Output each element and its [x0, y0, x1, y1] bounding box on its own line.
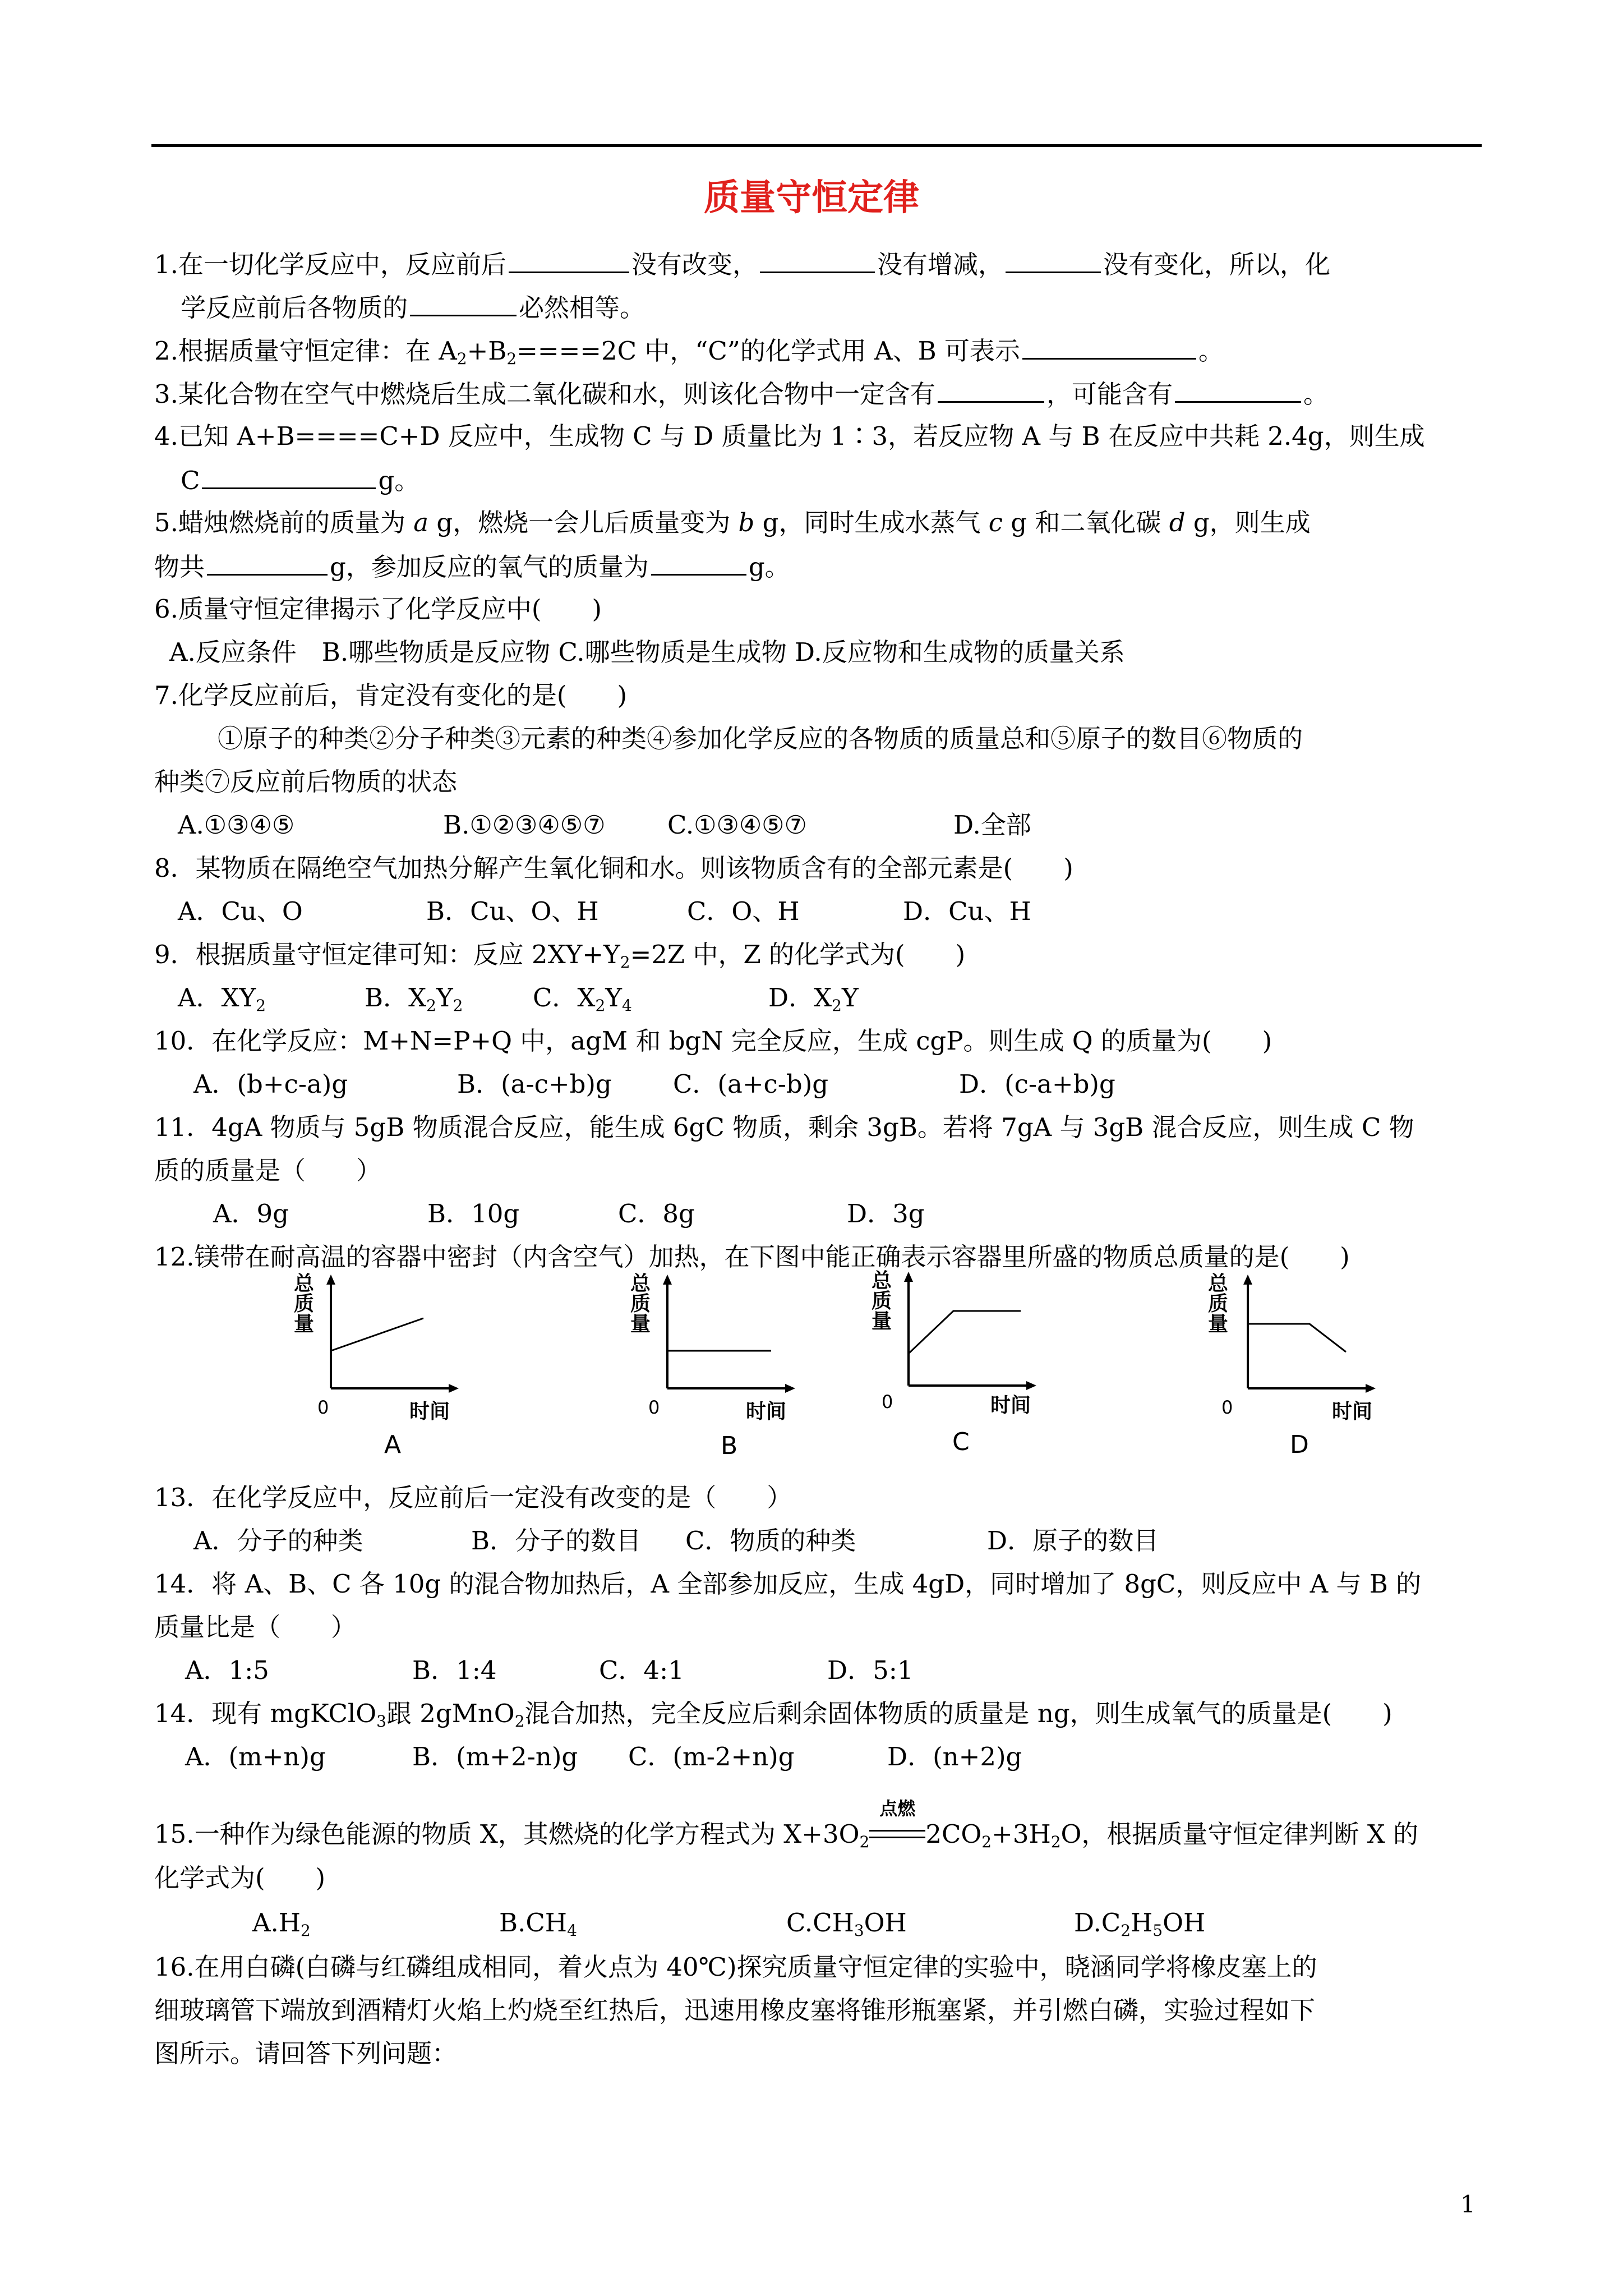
q1-text-e: 学反应前后各物质的: [181, 293, 408, 323]
q1-text-a: 1.在一切化学反应中，反应前后: [154, 250, 506, 279]
q5-var-b: b: [738, 508, 755, 537]
q15-line2: 化学式为( ): [154, 1863, 326, 1893]
q14a-line1: 14．将 A、B、C 各 10g 的混合物加热后，A 全部参加反应，生成 4gD，同时增加了 8gC，则反应中 A 与 B 的: [154, 1569, 1422, 1599]
q15-text-c: +3H: [992, 1819, 1051, 1849]
q15-text-b: 2CO: [925, 1819, 982, 1849]
graph-b-ylabel-1: 总: [630, 1272, 651, 1295]
q15-opt-c-sub: 3: [854, 1921, 864, 1940]
q7-stem: 7.化学反应前后，肯定没有变化的是( ): [154, 680, 628, 710]
q5-var-a: a: [413, 508, 429, 537]
q16-line1: 16.在用白磷(白磷与红磷组成相同，着火点为 40℃)探究质量守恒定律的实验中，晓涵同学将橡皮塞上的: [154, 1952, 1317, 1982]
q13-option-b[interactable]: B．分子的数目: [471, 1526, 642, 1556]
q5-text-f: 物共: [154, 552, 205, 582]
q1-blank-4[interactable]: [410, 290, 517, 316]
q1-blank-2[interactable]: [760, 247, 875, 273]
q2-sub-2: 2: [506, 349, 517, 368]
q15-text-a: 15.一种作为绿色能源的物质 X，其燃烧的化学方程式为 X+3O: [154, 1819, 860, 1849]
q9-option-a[interactable]: [178, 981, 266, 1015]
q14a-option-c[interactable]: C．4:1: [599, 1655, 684, 1685]
q15-text-d: O，根据质量守恒定律判断 X 的: [1061, 1819, 1419, 1849]
q7-list-line1: ①原子的种类②分子种类③元素的种类④参加化学反应的各物质的质量总和⑤原子的数目⑥物质的: [218, 724, 1303, 753]
q14b-sub-1: 3: [376, 1712, 386, 1731]
graph-c-y-arrow: [904, 1272, 913, 1282]
q2-text-d: 。: [1198, 336, 1224, 366]
q8-option-a[interactable]: A．Cu、O: [178, 896, 303, 926]
graph-c-origin: 0: [882, 1391, 893, 1412]
q13-option-a[interactable]: A．分子的种类: [193, 1526, 363, 1556]
graph-c-ylabel-1: 总: [872, 1269, 892, 1292]
q14b-sub-2: 2: [514, 1712, 525, 1731]
graph-c-x-arrow: [1026, 1381, 1036, 1390]
q8-option-c[interactable]: C．O、H: [687, 896, 800, 926]
graph-d-xlabel: 时间: [1332, 1400, 1373, 1423]
q7-option-c[interactable]: C.①③④⑤⑦: [667, 810, 807, 840]
q4-text-b: C: [181, 466, 200, 495]
q15-opt-d-text1: D.C: [1074, 1908, 1121, 1938]
q10-option-c[interactable]: C．(a+c-b)g: [673, 1069, 829, 1099]
q1-blank-1[interactable]: [509, 247, 629, 273]
q5-text-g: g，参加反应的氧气的质量为: [330, 552, 649, 582]
q10-option-b[interactable]: B．(a-c+b)g: [457, 1069, 612, 1099]
q5-text-a: 5.蜡烛燃烧前的质量为: [154, 508, 405, 537]
graph-b-y-arrow: [663, 1274, 672, 1285]
graph-a-ylabel-3: 量: [294, 1313, 315, 1336]
q9-opt-b-text2: Y: [436, 983, 453, 1013]
q15-opt-c-text2: OH: [864, 1908, 907, 1938]
q9-sub: 2: [620, 953, 630, 972]
q15-line1: [154, 1798, 1419, 1851]
q12-stem: 12.镁带在耐高温的容器中密封（内含空气）加热，在下图中能正确表示容器里所盛的物质总质量的是( ): [154, 1242, 1350, 1272]
q14a-option-a[interactable]: A．1:5: [185, 1655, 269, 1685]
graph-d-ylabel-1: 总: [1208, 1272, 1229, 1295]
q11-option-c[interactable]: C．8g: [618, 1199, 695, 1228]
q15-opt-a-text: A.H: [252, 1908, 301, 1938]
graph-d-x-arrow: [1366, 1384, 1376, 1393]
q15-sub-1: 2: [859, 1833, 870, 1851]
q15-option-c[interactable]: [786, 1906, 907, 1940]
q5-text-c: g，同时生成水蒸气: [762, 508, 981, 537]
q14a-option-d[interactable]: D．5:1: [827, 1655, 914, 1685]
q9-opt-c-sub1: 2: [595, 996, 606, 1015]
q5-text-e: g，则生成: [1193, 508, 1311, 537]
q15-sub-2: 2: [981, 1833, 992, 1851]
graph-c-ylabel-3: 量: [872, 1310, 892, 1333]
q4-text-c: g。: [378, 466, 420, 495]
q10-option-a[interactable]: A．(b+c-a)g: [193, 1069, 348, 1099]
q9-stem: [154, 938, 965, 972]
q15-option-a[interactable]: [252, 1906, 311, 1940]
q9-opt-c-text2: Y: [605, 983, 623, 1013]
q11-option-a[interactable]: A．9g: [213, 1199, 289, 1228]
q14b-option-a[interactable]: A．(m+n)g: [185, 1742, 326, 1772]
q5-var-d: d: [1169, 508, 1186, 537]
graph-a[interactable]: [275, 1268, 488, 1470]
q5-blank-1[interactable]: [207, 549, 328, 576]
q3-text-b: ，可能含有: [1046, 379, 1173, 409]
graph-b[interactable]: [611, 1268, 824, 1470]
q9-opt-b-sub1: 2: [426, 996, 436, 1015]
q4-blank[interactable]: [202, 463, 376, 489]
q9-option-c[interactable]: [533, 981, 632, 1015]
q2-sub-1: 2: [457, 349, 467, 368]
graph-a-origin: 0: [317, 1397, 329, 1418]
graph-a-curve: [331, 1318, 423, 1351]
graph-c-ylabel-2: 质: [872, 1290, 892, 1313]
reaction-condition: 点燃: [879, 1798, 916, 1819]
graph-d-y-arrow: [1243, 1274, 1252, 1285]
q15-opt-c-text1: C.CH: [786, 1908, 854, 1938]
q9-text-b: =2Z 中，Z 的化学式为( ): [630, 940, 966, 969]
q16-line2: 细玻璃管下端放到酒精灯火焰上灼烧至红热后，迅速用橡皮塞将锥形瓶塞紧，并引燃白磷，实验过程如下: [154, 1995, 1316, 2025]
q5-line1: [154, 506, 1311, 540]
q13-option-d[interactable]: D．原子的数目: [987, 1526, 1159, 1556]
q1-text-b: 没有改变，: [631, 250, 758, 279]
q3-blank-2[interactable]: [1175, 376, 1301, 403]
q9-opt-d-sub: 2: [832, 996, 842, 1015]
q15-opt-d-sub2: 5: [1152, 1921, 1163, 1940]
q15-option-b[interactable]: [499, 1906, 577, 1940]
q7-option-d[interactable]: D.全部: [953, 810, 1031, 840]
q15-sub-3: 2: [1050, 1833, 1061, 1851]
q5-text-b: g，燃烧一会儿后质量变为: [436, 508, 731, 537]
q16-line3: 图所示。请回答下列问题：: [154, 2039, 458, 2068]
page-number: 1: [1460, 2191, 1476, 2218]
q15-opt-d-text3: OH: [1163, 1908, 1206, 1938]
page-title: 质量守恒定律: [704, 177, 919, 219]
graph-b-label: B: [721, 1432, 738, 1460]
q11-line1: 11．4gA 物质与 5gB 物质混合反应，能生成 6gC 物质，剩余 3gB。若将 7gA 与 3gB 混合反应，则生成 C 物: [154, 1112, 1414, 1142]
q5-line2: [154, 549, 790, 584]
q14b-stem: [154, 1697, 1393, 1731]
graph-b-ylabel-2: 质: [630, 1292, 651, 1315]
q1-line1: [154, 247, 1330, 282]
q6-options[interactable]: A.反应条件 B.哪些物质是反应物 C.哪些物质是生成物 D.反应物和生成物的质量关系: [169, 637, 1125, 667]
graph-a-x-arrow: [449, 1384, 459, 1393]
q14a-line2: 质量比是（ ）: [154, 1612, 357, 1642]
graph-b-xlabel: 时间: [746, 1400, 787, 1423]
q15-opt-d-sub1: 2: [1121, 1921, 1131, 1940]
q8-option-d[interactable]: D．Cu、H: [903, 896, 1031, 926]
q9-opt-d-text2: Y: [841, 983, 859, 1013]
graph-a-y-arrow: [326, 1274, 335, 1285]
q9-opt-c-text1: C．X: [533, 983, 596, 1013]
q8-stem: 8．某物质在隔绝空气加热分解产生氧化铜和水。则该物质含有的全部元素是( ): [154, 853, 1073, 883]
q14b-option-b[interactable]: B．(m+2-n)g: [412, 1742, 578, 1772]
graph-a-ylabel-2: 质: [294, 1292, 315, 1315]
q9-opt-c-sub2: 4: [622, 996, 632, 1015]
q9-option-d[interactable]: [768, 981, 859, 1015]
graph-b-ylabel-3: 量: [630, 1313, 651, 1336]
q3-blank-1[interactable]: [938, 376, 1044, 403]
q2-text-a: 2.根据质量守恒定律：在 A: [154, 336, 457, 366]
graph-d-origin: 0: [1221, 1397, 1233, 1418]
q9-text-a: 9．根据质量守恒定律可知：反应 2XY+Y: [154, 940, 620, 969]
q14b-text-b: 跟 2gMnO: [386, 1699, 515, 1728]
q15-opt-a-sub: 2: [301, 1921, 311, 1940]
double-line: [869, 1830, 925, 1838]
q10-option-d[interactable]: D．(c-a+b)g: [959, 1069, 1115, 1099]
q6-stem: 6.质量守恒定律揭示了化学反应中( ): [154, 594, 602, 624]
q7-option-b[interactable]: B.①②③④⑤⑦: [443, 810, 606, 840]
q3-text-c: 。: [1303, 379, 1329, 409]
q13-stem: 13．在化学反应中，反应前后一定没有改变的是（ ）: [154, 1483, 792, 1512]
q15-option-d[interactable]: [1074, 1906, 1205, 1940]
graph-d-curve: [1248, 1324, 1346, 1352]
q5-text-h: g。: [748, 552, 790, 582]
graph-c-xlabel: 时间: [990, 1394, 1031, 1417]
q8-option-b[interactable]: B．Cu、O、H: [426, 896, 599, 926]
q14a-option-b[interactable]: B．1:4: [412, 1655, 497, 1685]
graph-a-label: A: [384, 1430, 402, 1459]
q1-line2: [181, 290, 645, 325]
q13-option-c[interactable]: C．物质的种类: [685, 1526, 856, 1556]
q1-blank-3[interactable]: [1006, 247, 1101, 273]
graph-c-label: C: [952, 1428, 970, 1456]
q15-opt-b-sub: 4: [567, 1921, 577, 1940]
q11-option-d[interactable]: D．3g: [847, 1199, 925, 1228]
q1-text-c: 没有增减，: [877, 250, 1003, 279]
graph-d[interactable]: [1189, 1268, 1413, 1470]
q4-line1: 4.已知 A+B====C+D 反应中，生成物 C 与 D 质量比为 1∶3，若反应物 A 与 B 在反应中共耗 2.4g，则生成: [154, 421, 1425, 451]
q15-opt-d-text2: H: [1131, 1908, 1153, 1938]
q7-option-a[interactable]: A.①③④⑤: [178, 810, 295, 840]
q1-text-d: 没有变化，所以，化: [1103, 250, 1330, 279]
reaction-arrow: [869, 1798, 925, 1851]
q11-option-b[interactable]: B．10g: [427, 1199, 520, 1228]
graph-d-ylabel-3: 量: [1208, 1313, 1229, 1336]
q14b-option-c[interactable]: C．(m-2+n)g: [628, 1742, 795, 1772]
q9-option-b[interactable]: [365, 981, 463, 1015]
q5-text-d: g 和二氧化碳: [1011, 508, 1161, 537]
q9-opt-d-text1: D．X: [768, 983, 832, 1013]
q2-line: [154, 333, 1224, 368]
q9-opt-b-sub2: 2: [453, 996, 463, 1015]
q7-list-line2: 种类⑦反应前后物质的状态: [154, 767, 458, 797]
graph-b-origin: 0: [648, 1397, 660, 1418]
q15-opt-b-text: B.CH: [499, 1908, 568, 1938]
graph-a-ylabel-1: 总: [294, 1272, 315, 1295]
q11-line2: 质的质量是（ ）: [154, 1156, 382, 1185]
q14b-text-c: 混合加热，完全反应后剩余固体物质的质量是 ng，则生成氧气的质量是( ): [524, 1699, 1393, 1728]
q2-text-b: +B: [467, 336, 507, 366]
q2-blank[interactable]: [1022, 333, 1196, 360]
q9-opt-b-text1: B．X: [365, 983, 427, 1013]
q3-line: [154, 376, 1329, 411]
graph-c[interactable]: [852, 1265, 1077, 1467]
q1-text-f: 必然相等。: [519, 293, 645, 323]
q14b-text-a: 14．现有 mgKClO: [154, 1699, 377, 1728]
q4-line2: [181, 463, 419, 498]
q5-blank-2[interactable]: [651, 549, 746, 576]
graph-b-x-arrow: [785, 1384, 795, 1393]
q9-opt-a-sub: 2: [256, 996, 266, 1015]
graph-a-xlabel: 时间: [409, 1400, 450, 1423]
q9-opt-a-text: A．XY: [178, 983, 256, 1013]
graph-c-curve: [909, 1311, 1021, 1354]
header-rule: [151, 144, 1482, 147]
q10-stem: 10．在化学反应：M+N=P+Q 中，agM 和 bgN 完全反应，生成 cgP。则生成 Q 的质量为( ): [154, 1026, 1272, 1056]
q5-var-c: c: [988, 508, 1003, 537]
q2-text-c: ====2C 中，“C”的化学式用 A、B 可表示: [517, 336, 1020, 366]
graph-d-label: D: [1290, 1430, 1309, 1459]
q3-text-a: 3.某化合物在空气中燃烧后生成二氧化碳和水，则该化合物中一定含有: [154, 379, 935, 409]
q14b-option-d[interactable]: D．(n+2)g: [887, 1742, 1022, 1772]
graph-d-ylabel-2: 质: [1208, 1292, 1229, 1315]
